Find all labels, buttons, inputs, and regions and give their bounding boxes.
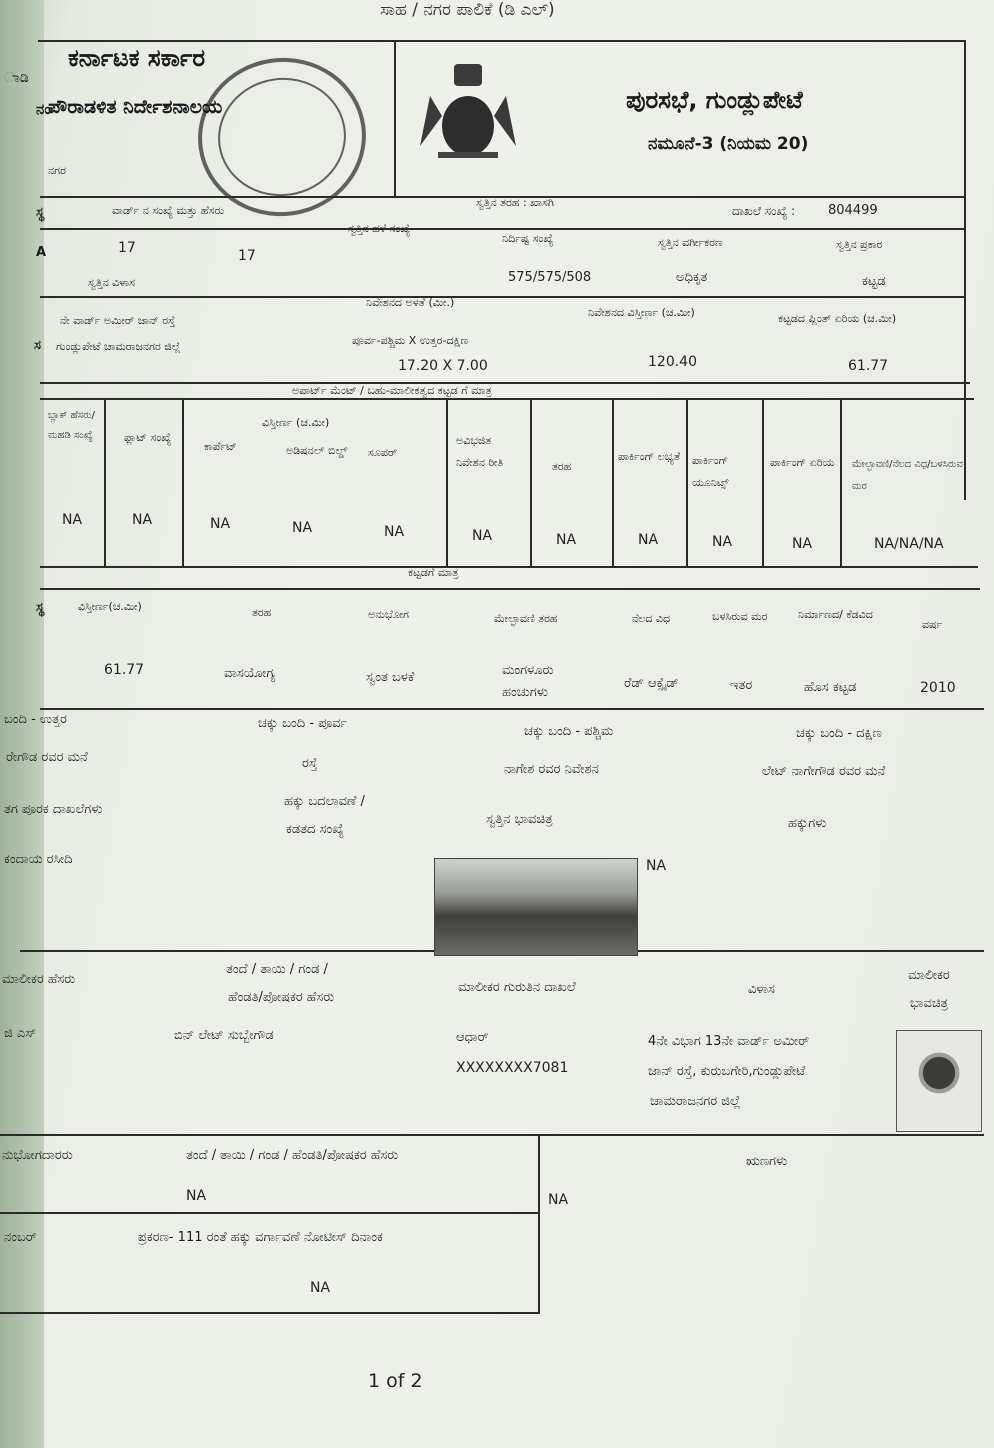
apartment-value: NA (210, 516, 231, 532)
apartment-header: ಪಾರ್ಕಿಂಗ್ ಏರಿಯ (770, 456, 835, 469)
kind-value: ಕಟ್ಟಡ (862, 274, 886, 289)
apartment-header: ಪಾರ್ಕಿಂಗ್ ಯೂನಿಟ್ಸ್ (692, 454, 729, 489)
margin-text: ನಂ (36, 100, 51, 118)
apartment-area-group: ವಿಸ್ತೀರ್ಣ (ಚ.ಮೀ) (262, 416, 330, 429)
apartment-value: NA (62, 512, 83, 528)
site-dimension-value: 17.20 X 7.00 (398, 358, 488, 374)
official-seal-stamp (188, 47, 376, 227)
ward-label: ವಾರ್ಡ್ ನ ಸಂಖ್ಯೆ ಮತ್ತು ಹೆಸರು (112, 204, 224, 217)
apartment-value: NA (292, 520, 313, 536)
apartment-value: NA (384, 524, 405, 540)
occupant-parent-label: ತಂದೆ / ತಾಯಿ / ಗಂಡ / ಹೆಂಡತಿ/ಪೋಷಕರ ಹೆಸರು (186, 1148, 399, 1163)
west-value: ನಾಗೇಶ ರವರ ನಿವೇಶನ (504, 762, 599, 777)
building-header: ನೆಲದ ವಿಧ (632, 612, 671, 625)
building-header: ವರ್ಷ (922, 618, 943, 631)
government-title: ಕರ್ನಾಟಕ ಸರ್ಕಾರ (68, 44, 206, 72)
ward-no: 17 (238, 248, 256, 264)
apartment-value: NA (472, 528, 493, 544)
municipality-title: ಪುರಸಭೆ, ಗುಂಡ್ಲುಪೇಟೆ (626, 86, 803, 114)
record-no-label: ದಾಖಲೆ ಸಂಖ್ಯೆ : (732, 204, 796, 218)
apartment-header: ಪಾರ್ಕಿಂಗ್ ಲಭ್ಯತೆ (618, 450, 681, 463)
building-value: ವಾಸಯೋಗ್ಯ (224, 666, 276, 681)
tax-receipt-label: ಕಂದಾಯ ರಸೀದಿ (4, 852, 73, 867)
notice-value: NA (310, 1280, 331, 1296)
plinth-area-label: ಕಟ್ಟಡದ ಪ್ಲಿಂತ್ ಏರಿಯ (ಚ.ಮೀ) (778, 312, 897, 325)
west-label: ಚಕ್ಕು ಬಂದಿ - ಪಶ್ಚಿಮ (524, 724, 614, 739)
old-number-label: ಸ್ವತ್ತಿನ ಹಳೆ ಸಂಖ್ಯೆ (348, 222, 411, 235)
state-emblem-icon (408, 56, 528, 162)
building-header: ಮೇಲ್ಛಾವಣಿ ತರಹ (494, 612, 558, 625)
classification-label: ಸ್ವತ್ತಿನ ವರ್ಗೀಕರಣ (658, 236, 723, 249)
apartment-value: NA/NA/NA (874, 536, 944, 552)
apartment-header: ಫ್ಲಾಟ್ ಸಂಖ್ಯೆ (124, 431, 172, 444)
record-no: 804499 (828, 203, 878, 218)
apartment-header: ಸೂಪರ್ (368, 446, 398, 459)
deed-no-label: ಕಡತದ ಸಂಖ್ಯೆ (286, 822, 344, 837)
assessment-no: 575/575/508 (508, 270, 592, 285)
owner-address-line2: ಜಾನ್ ರಸ್ತೆ, ಕುರುಬಗೇರಿ,ಗುಂಡ್ಲುಪೇಟೆ (648, 1064, 806, 1079)
top-strip-text: ಸಾಹ / ನಗರ ಪಾಲಿಕೆ (ಡಿ ಎಲ್) (380, 0, 555, 20)
owner-name-label: ಮಾಲೀಕರ ಹೆಸರು (2, 972, 76, 987)
apartment-value: NA (132, 512, 153, 528)
building-value: ಸ್ವಂತ ಬಳಕೆ (366, 670, 415, 685)
east-value: ರಸ್ತೆ (302, 756, 318, 771)
property-type: ಸ್ವತ್ತಿನ ತರಹ : ಖಾಸಗಿ (476, 196, 554, 209)
margin-text: A (36, 245, 47, 260)
parent-label-line1: ತಂದೆ / ತಾಯಿ / ಗಂಡ / (226, 962, 328, 977)
building-header: ಬಳಸಿರುವ ಮರ (712, 610, 768, 623)
apartment-header: ತರಹ (552, 460, 572, 473)
occupant-parent-value: NA (186, 1188, 207, 1204)
assessment-label: ನಿರ್ದಿಷ್ಟ ಸಂಖ್ಯೆ (502, 232, 554, 245)
property-photo (434, 858, 638, 956)
property-address-line1: ನೇ ವಾರ್ಡ್ ಅಮೀರ್ ಜಾನ್ ರಸ್ತೆ (60, 314, 176, 327)
building-header: ಅನುಭೋಗ (368, 608, 409, 621)
building-value: ರೆಡ್ ಆಕ್ಸೈಡ್ (624, 676, 679, 691)
building-value: ಮಂಗಳೂರು ಹಂಚುಗಳು (502, 663, 554, 700)
owner-id-label: ಮಾಲೀಕರ ಗುರುತಿನ ದಾಖಲೆ (458, 980, 576, 995)
apartment-value: NA (556, 532, 577, 548)
north-value: ರೇಗೌಡ ರವರ ಮನೆ (6, 750, 88, 765)
owner-parent: ಬಿನ್ ಲೇಟ್ ಸುಬ್ಬೇಗೌಡ (174, 1028, 274, 1043)
apartment-header: ಅಡಿಷನಲ್ ಬಿಲ್ಡ್ (286, 444, 348, 457)
property-address-line2: ಗುಂಡ್ಲುಪೇಟೆ ಚಾಮರಾಜನಗರ ಜಿಲ್ಲೆ (56, 340, 181, 353)
apartment-header: ಕಾರ್ಪೆಟ್ (204, 440, 237, 453)
plinth-area-value: 61.77 (848, 358, 889, 374)
south-value: ಲೇಟ್ ನಾಗೇಗೌಡ ರವರ ಮನೆ (762, 764, 886, 779)
supporting-docs-label: ತಗ ಪೂರಕ ದಾಖಲೆಗಳು (4, 802, 103, 817)
liabilities-label: ಋಣಗಳು (746, 1154, 788, 1169)
building-header: ವಿಸ್ತೀರ್ಣ(ಚ.ಮೀ) (78, 600, 142, 613)
building-header: ನಿರ್ಮಾಣದ/ ಕೆಡವಿದ (798, 608, 873, 621)
apartment-header: ಮೇಲ್ಛಾವಣಿ/ನೆಲದ ವಿಧ/ಬಳಸಿರುವ ಮರ (852, 459, 963, 492)
property-photo-label: ಸ್ವತ್ತಿನ ಭಾವಚಿತ್ರ (486, 812, 553, 827)
apartment-value: NA (638, 532, 659, 548)
owner-name: ಜಿ ಎಸ್ (4, 1026, 37, 1041)
parent-label-line2: ಹೆಂಡತಿ/ಪೋಷಕರ ಹೆಸರು (228, 990, 335, 1005)
site-area-label: ನಿವೇಶನದ ವಿಸ್ತೀರ್ಣ (ಚ.ಮೀ) (588, 306, 695, 319)
building-title: ಕಟ್ಟಡಗೆ ಮಾತ್ರ (408, 566, 459, 579)
form-number: ನಮೂನೆ-3 (ನಿಯಮ 20) (648, 134, 809, 154)
apartment-value: NA (792, 536, 813, 552)
building-value: ಇತರ (730, 678, 753, 693)
south-label: ಚಕ್ಕು ಬಂದಿ - ದಕ್ಷಿಣ (796, 726, 882, 741)
classification-value: ಅಧಿಕೃತ (676, 270, 708, 285)
margin-text: ಾಡಿ (4, 70, 29, 86)
owner-photo (896, 1030, 982, 1132)
case-no-label: ನಂಬರ್ (4, 1230, 37, 1245)
directorate-title: ಪೌರಾಡಳಿತ ನಿರ್ದೇಶನಾಲಯ (48, 96, 223, 118)
address-label: ಸ್ವತ್ತಿನ ವಿಳಾಸ (88, 276, 135, 289)
building-value: 61.77 (104, 662, 145, 678)
city-label: ನಗರ (48, 164, 66, 177)
ward-no-left: 17 (118, 240, 136, 256)
kind-label: ಸ್ವತ್ತಿನ ಪ್ರಕಾರ (836, 238, 883, 251)
building-value: 2010 (920, 680, 956, 696)
margin-text: ಸ್ಥ (36, 205, 45, 220)
owner-id-number: XXXXXXXX7081 (456, 1060, 569, 1076)
owner-address-label: ವಿಳಾಸ (748, 982, 775, 997)
rights-change-label: ಹಕ್ಕು ಬದಲಾವಣೆ / (284, 794, 365, 809)
apartment-header: ಬ್ಲಾಕ್ ಹೆಸರು/ ಮಹಡಿ ಸಂಖ್ಯೆ (48, 410, 95, 441)
rights-value: NA (646, 858, 667, 874)
north-label: ಬಂದಿ - ಉತ್ತರ (4, 712, 67, 727)
owner-photo-label-line2: ಭಾವಚಿತ್ರ (910, 996, 948, 1011)
owner-address-line1: 4ನೇ ವಿಭಾಗ 13ನೇ ವಾರ್ಡ್ ಅಮೀರ್ (648, 1034, 810, 1049)
rights-label: ಹಕ್ಕುಗಳು (788, 816, 827, 831)
apartment-value: NA (712, 534, 733, 550)
page-number: 1 of 2 (368, 1370, 423, 1392)
occupant-label: ನುಭೋಗದಾರರು (2, 1148, 73, 1163)
site-dimension-label: ನಿವೇಶನದ ಅಳತೆ (ಮೀ.) (366, 296, 455, 309)
notice-label: ಪ್ರಕರಣ- 111 ರಂತೆ ಹಕ್ಕು ವರ್ಗಾವಣೆ ನೋಟೀಸ್ ದಿನಾಂಕ (138, 1230, 383, 1245)
site-area-value: 120.40 (648, 354, 697, 370)
margin-text: ಸ (34, 338, 41, 353)
apartment-header: ಅವಿಭಜಿತ ನಿವೇಶನ ರೀತಿ (456, 434, 504, 469)
building-value: ಹೊಸ ಕಟ್ಟಡ (804, 680, 857, 695)
liabilities-value: NA (548, 1192, 569, 1208)
margin-text: ಸ್ಥ (36, 600, 45, 615)
owner-address-line3: ಚಾಮರಾಜನಗರ ಜಿಲ್ಲೆ (650, 1094, 741, 1109)
site-dimension-sub: ಪೂರ್ವ-ಪಶ್ಚಿಮ X ಉತ್ತರ-ದಕ್ಷಿಣ (352, 334, 469, 347)
owner-photo-label-line1: ಮಾಲೀಕರ (908, 968, 950, 983)
owner-id-type: ಆಧಾರ್ (456, 1030, 489, 1045)
east-label: ಚಕ್ಕು ಬಂದಿ - ಪೂರ್ವ (258, 716, 348, 731)
building-header: ತರಹ (252, 606, 272, 619)
apartment-title: ಅಪಾರ್ಟ್ ಮೆಂಟ್ / ಬಹು-ಮಾಲೀಕತ್ವದ ಕಟ್ಟಡ ಗೆ ಮಾತ್ರ (292, 384, 492, 397)
